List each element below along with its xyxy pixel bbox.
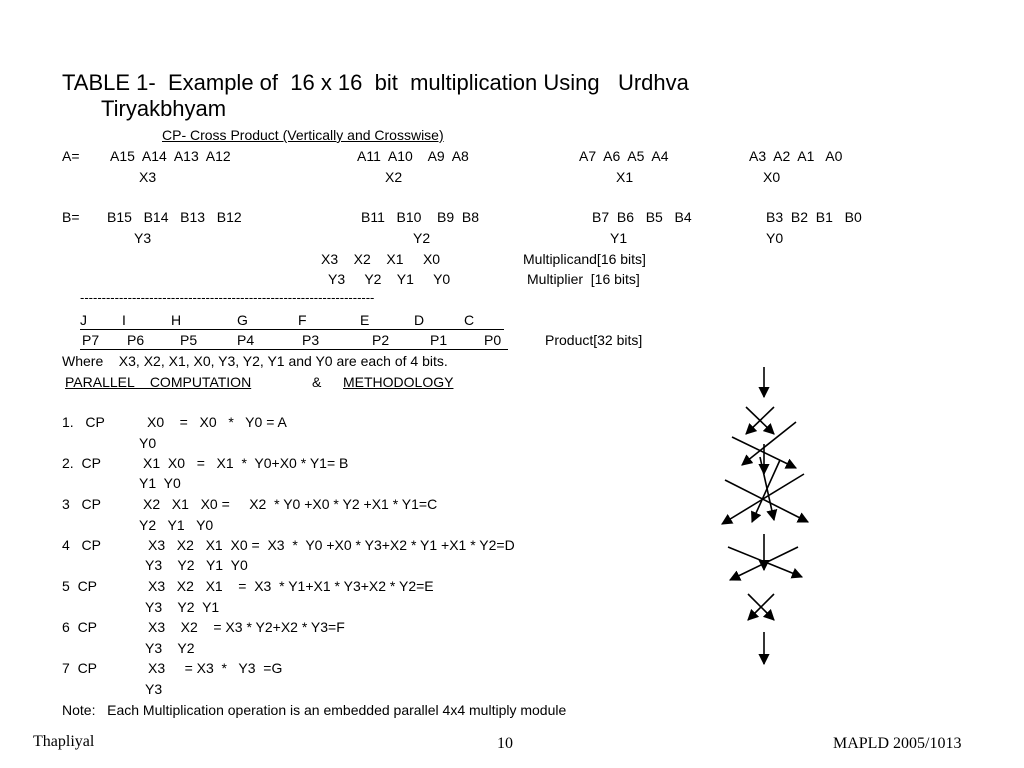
- product-label: P6: [127, 332, 145, 348]
- page-title-continued: Tiryakbhyam: [101, 96, 227, 121]
- footer-page-number: 10: [497, 735, 513, 752]
- operand-a-group: A3 A2 A1 A0: [749, 148, 843, 164]
- step-number: 4 CP: [62, 537, 101, 553]
- product-row: [80, 333, 508, 350]
- operand-a-label: A=: [62, 148, 80, 164]
- step-sub: Y1 Y0: [139, 475, 181, 491]
- partial-label: I: [122, 312, 126, 328]
- partial-row: [80, 313, 504, 330]
- product-desc: Product[32 bits]: [545, 332, 643, 348]
- step-expression: X2 X1 X0 = X2 * Y0 +X0 * Y2 +X1 * Y1=C: [143, 496, 438, 512]
- partial-label: D: [414, 312, 425, 328]
- step-sub: Y2 Y1 Y0: [139, 517, 214, 533]
- operand-b-group: B15 B14 B13 B12: [107, 209, 242, 225]
- divider-line: --------------------------------------------------------------------: [80, 290, 375, 305]
- operand-a-name: X1: [616, 169, 634, 185]
- step-number: 7 CP: [62, 660, 98, 676]
- step-sub: Y3 Y2: [145, 640, 195, 656]
- partial-label: J: [80, 312, 87, 328]
- product-label: P0: [484, 332, 502, 348]
- step-sub: Y3 Y2 Y1: [145, 599, 220, 615]
- multiplier-parts: Y3 Y2 Y1 Y0: [328, 271, 451, 287]
- operand-a-name: X2: [385, 169, 403, 185]
- footer-author: Thapliyal: [33, 733, 95, 750]
- product-label: P2: [372, 332, 390, 348]
- where-text: Where X3, X2, X1, X0, Y3, Y2, Y1 and Y0 are each of 4 bits.: [62, 353, 448, 369]
- product-label: P4: [237, 332, 255, 348]
- methodology-part1: PARALLEL COMPUTATION: [65, 374, 252, 390]
- step-expression: X0 = X0 * Y0 = A: [147, 414, 287, 430]
- operand-a-group: A15 A14 A13 A12: [110, 148, 231, 164]
- multiplicand-parts: X3 X2 X1 X0: [321, 251, 441, 267]
- crosswise-diagram: [710, 362, 820, 672]
- operand-b-group: B3 B2 B1 B0: [766, 209, 862, 225]
- arrow-cross: [728, 547, 802, 577]
- step-number: 6 CP: [62, 619, 98, 635]
- operand-b-name: Y2: [413, 230, 431, 246]
- product-label: P5: [180, 332, 198, 348]
- operand-a-group: A11 A10 A9 A8: [357, 148, 469, 164]
- operand-a-name: X3: [139, 169, 157, 185]
- note-text: Note: Each Multiplication operation is an embedded parallel 4x4 multiply module: [62, 702, 567, 718]
- partial-label: C: [464, 312, 475, 328]
- methodology-amp: &: [312, 374, 322, 390]
- step-expression: X3 = X3 * Y3 =G: [148, 660, 283, 676]
- step-expression: X1 X0 = X1 * Y0+X0 * Y1= B: [143, 455, 349, 471]
- operand-b-name: Y0: [766, 230, 784, 246]
- partial-label: G: [237, 312, 248, 328]
- step-sub: Y3: [145, 681, 163, 697]
- multiplicand-desc: Multiplicand[16 bits]: [523, 251, 646, 267]
- operand-b-name: Y1: [610, 230, 628, 246]
- partial-label: F: [298, 312, 307, 328]
- step-number: 2. CP: [62, 455, 101, 471]
- step-expression: X3 X2 X1 X0 = X3 * Y0 +X0 * Y3+X2 * Y1 +X1 * Y2=D: [148, 537, 515, 553]
- product-label: P3: [302, 332, 320, 348]
- operand-b-name: Y3: [134, 230, 152, 246]
- operand-a-group: A7 A6 A5 A4: [579, 148, 669, 164]
- partial-label: E: [360, 312, 370, 328]
- step-expression: X3 X2 X1 = X3 * Y1+X1 * Y3+X2 * Y2=E: [148, 578, 434, 594]
- step-number: 3 CP: [62, 496, 101, 512]
- partial-label: H: [171, 312, 182, 328]
- step-number: 1. CP: [62, 414, 105, 430]
- page-title: TABLE 1- Example of 16 x 16 bit multiplication Using Urdhva: [62, 70, 689, 95]
- subtitle: CP- Cross Product (Vertically and Crosswise): [162, 127, 444, 143]
- step-sub: Y0: [139, 435, 157, 451]
- operand-b-label: B=: [62, 209, 80, 225]
- product-label: P7: [82, 332, 100, 348]
- operand-a-name: X0: [763, 169, 781, 185]
- footer-conference: MAPLD 2005/1013: [833, 735, 962, 752]
- methodology-part2: METHODOLOGY: [343, 374, 454, 390]
- step-expression: X3 X2 = X3 * Y2+X2 * Y3=F: [148, 619, 345, 635]
- multiplier-desc: Multiplier [16 bits]: [527, 271, 640, 287]
- operand-b-group: B7 B6 B5 B4: [592, 209, 692, 225]
- step-sub: Y3 Y2 Y1 Y0: [145, 557, 248, 573]
- product-label: P1: [430, 332, 448, 348]
- step-number: 5 CP: [62, 578, 98, 594]
- operand-b-group: B11 B10 B9 B8: [361, 209, 480, 225]
